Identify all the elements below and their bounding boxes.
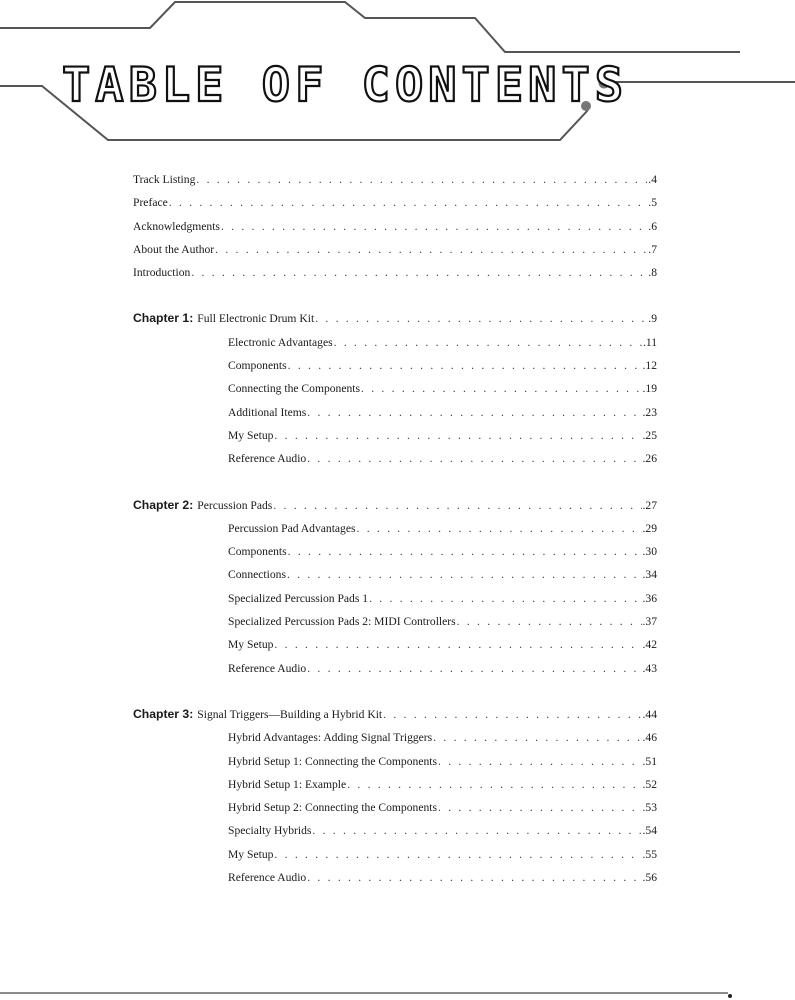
- toc-entry-label: My Setup: [228, 428, 274, 442]
- toc-chapter-entry[interactable]: [133, 494, 657, 517]
- toc-page-number: .7: [648, 242, 657, 256]
- toc-section-entry[interactable]: [228, 773, 657, 796]
- toc-entry-label: Specialty Hybrids: [228, 824, 312, 838]
- dot-leader: [274, 843, 641, 866]
- dot-leader: [357, 517, 642, 540]
- dot-leader: [307, 657, 641, 680]
- toc-page-number: .6: [648, 219, 657, 233]
- toc-page-number: .25: [642, 428, 657, 442]
- page-title: TABLE OF CONTENTS: [62, 58, 629, 113]
- toc-page-number: .36: [642, 591, 657, 605]
- footer-dot: [728, 994, 732, 998]
- toc-section-entry[interactable]: [228, 354, 657, 377]
- dot-leader: [438, 796, 642, 819]
- toc-entry-label: My Setup: [228, 847, 274, 861]
- toc-section-entry[interactable]: [228, 610, 657, 633]
- toc-section-entry[interactable]: [228, 540, 657, 563]
- toc-page-number: .37: [642, 615, 657, 629]
- dot-leader: [457, 610, 642, 633]
- toc-entry-label: Hybrid Setup 1: Example: [228, 777, 347, 791]
- header-top-trace: [0, 2, 740, 52]
- toc-section-entry[interactable]: [228, 866, 657, 889]
- toc-entry-label: Acknowledgments: [133, 219, 220, 233]
- dot-leader: [369, 587, 641, 610]
- dot-leader: [312, 819, 641, 842]
- toc-page-number: .34: [642, 568, 657, 582]
- chapter-number: Chapter 1:: [133, 311, 194, 326]
- toc-section-entry[interactable]: [228, 517, 657, 540]
- toc-section-entry[interactable]: [228, 843, 657, 866]
- toc-front-entry[interactable]: [133, 215, 657, 238]
- section-spacer: [133, 284, 657, 307]
- toc-entry-label: Preface: [133, 196, 168, 210]
- toc-section-entry[interactable]: [228, 401, 657, 424]
- toc-entry-label: Percussion Pads: [197, 498, 273, 512]
- toc-entry-label: Reference Audio: [228, 661, 307, 675]
- toc-entry-label: Connections: [228, 568, 286, 582]
- chapter-number: Chapter 2:: [133, 497, 194, 512]
- toc-section-entry[interactable]: [228, 657, 657, 680]
- toc-entry-label: Introduction: [133, 266, 191, 280]
- toc-page-number: .29: [642, 521, 657, 535]
- toc-page-number: .11: [642, 335, 657, 349]
- toc-chapter-entry[interactable]: [133, 307, 657, 330]
- toc-section-entry[interactable]: [228, 424, 657, 447]
- section-spacer: [133, 680, 657, 703]
- dot-leader: [274, 633, 641, 656]
- toc-page-number: .43: [642, 661, 657, 675]
- toc-page-number: .54: [642, 824, 657, 838]
- toc-entry-label: Components: [228, 545, 287, 559]
- toc-front-entry[interactable]: [133, 191, 657, 214]
- toc-entry-label: Additional Items: [228, 405, 307, 419]
- toc-page-number: .8: [648, 266, 657, 280]
- toc-entry-label: Track Listing: [133, 173, 196, 186]
- dot-leader: [274, 424, 641, 447]
- toc-entry-label: Connecting the Components: [228, 382, 361, 396]
- toc-entry-label: Signal Triggers—Building a Hybrid Kit: [197, 707, 383, 721]
- toc-page-number: .52: [642, 777, 657, 791]
- toc-page-number: .27: [642, 498, 657, 512]
- dot-leader: [361, 377, 641, 400]
- toc-entry-label: Specialized Percussion Pads 1: [228, 591, 369, 605]
- toc-page-number: .26: [642, 452, 657, 466]
- toc-section-entry[interactable]: [228, 563, 657, 586]
- toc-entry-label: About the Author: [133, 242, 215, 256]
- toc-section-entry[interactable]: [228, 331, 657, 354]
- toc-section-entry[interactable]: [228, 819, 657, 842]
- toc-section-entry[interactable]: [228, 750, 657, 773]
- toc-section-entry[interactable]: [228, 377, 657, 400]
- toc-page-number: .53: [642, 801, 657, 815]
- toc-entry-label: Specialized Percussion Pads 2: MIDI Controllers: [228, 615, 456, 629]
- toc-page-number: .19: [642, 382, 657, 396]
- toc-entry-label: Components: [228, 359, 287, 373]
- toc-front-entry[interactable]: [133, 238, 657, 261]
- toc-entry-label: Full Electronic Drum Kit: [197, 312, 315, 326]
- dot-leader: [215, 238, 647, 261]
- toc-section-entry[interactable]: [228, 587, 657, 610]
- toc-section-entry[interactable]: [228, 633, 657, 656]
- toc-page-number: .12: [642, 359, 657, 373]
- dot-leader: [307, 401, 641, 424]
- toc-entry-label: Reference Audio: [228, 871, 307, 885]
- toc-page-number: .23: [642, 405, 657, 419]
- toc-entry-label: My Setup: [228, 638, 274, 652]
- dot-leader: [288, 540, 642, 563]
- toc-page-number: .56: [642, 871, 657, 885]
- toc-entry-label: Percussion Pad Advantages: [228, 521, 356, 535]
- toc-entry-label: Hybrid Setup 2: Connecting the Components: [228, 801, 437, 815]
- toc-page-number: .4: [648, 173, 657, 186]
- dot-leader: [315, 307, 647, 330]
- dot-leader: [383, 703, 641, 726]
- dot-leader: [221, 215, 647, 238]
- toc-section-entry[interactable]: [228, 726, 657, 749]
- dot-leader: [169, 191, 648, 214]
- footer-rule: [0, 988, 795, 1000]
- dot-leader: [287, 563, 642, 586]
- toc-front-entry[interactable]: [133, 168, 657, 191]
- dot-leader: [433, 726, 641, 749]
- dot-leader: [307, 866, 641, 889]
- toc-chapter-entry[interactable]: [133, 703, 657, 726]
- dot-leader: [196, 168, 647, 191]
- toc-page-number: .51: [642, 754, 657, 768]
- toc-page-number: .5: [648, 196, 657, 210]
- dot-leader: [288, 354, 642, 377]
- dot-leader: [273, 494, 641, 517]
- toc-section-entry[interactable]: [228, 447, 657, 470]
- dot-leader: [191, 261, 647, 284]
- toc-entry-label: Electronic Advantages: [228, 335, 333, 349]
- toc-entry-label: Reference Audio: [228, 452, 307, 466]
- dot-leader: [347, 773, 641, 796]
- toc-entry-label: Hybrid Advantages: Adding Signal Triggers: [228, 731, 433, 745]
- toc-page-number: .9: [648, 312, 657, 326]
- toc-list: [133, 168, 657, 889]
- toc-page-number: .46: [642, 731, 657, 745]
- dot-leader: [438, 750, 642, 773]
- chapter-number: Chapter 3:: [133, 706, 194, 721]
- toc-page-number: .30: [642, 545, 657, 559]
- dot-leader: [307, 447, 641, 470]
- toc-entry-label: Hybrid Setup 1: Connecting the Components: [228, 754, 437, 768]
- toc-page-number: .42: [642, 638, 657, 652]
- dot-leader: [334, 331, 642, 354]
- toc-page-number: .55: [642, 847, 657, 861]
- toc-page-number: .44: [642, 707, 657, 721]
- toc-front-entry[interactable]: [133, 261, 657, 284]
- toc-section-entry[interactable]: [228, 796, 657, 819]
- section-spacer: [133, 471, 657, 494]
